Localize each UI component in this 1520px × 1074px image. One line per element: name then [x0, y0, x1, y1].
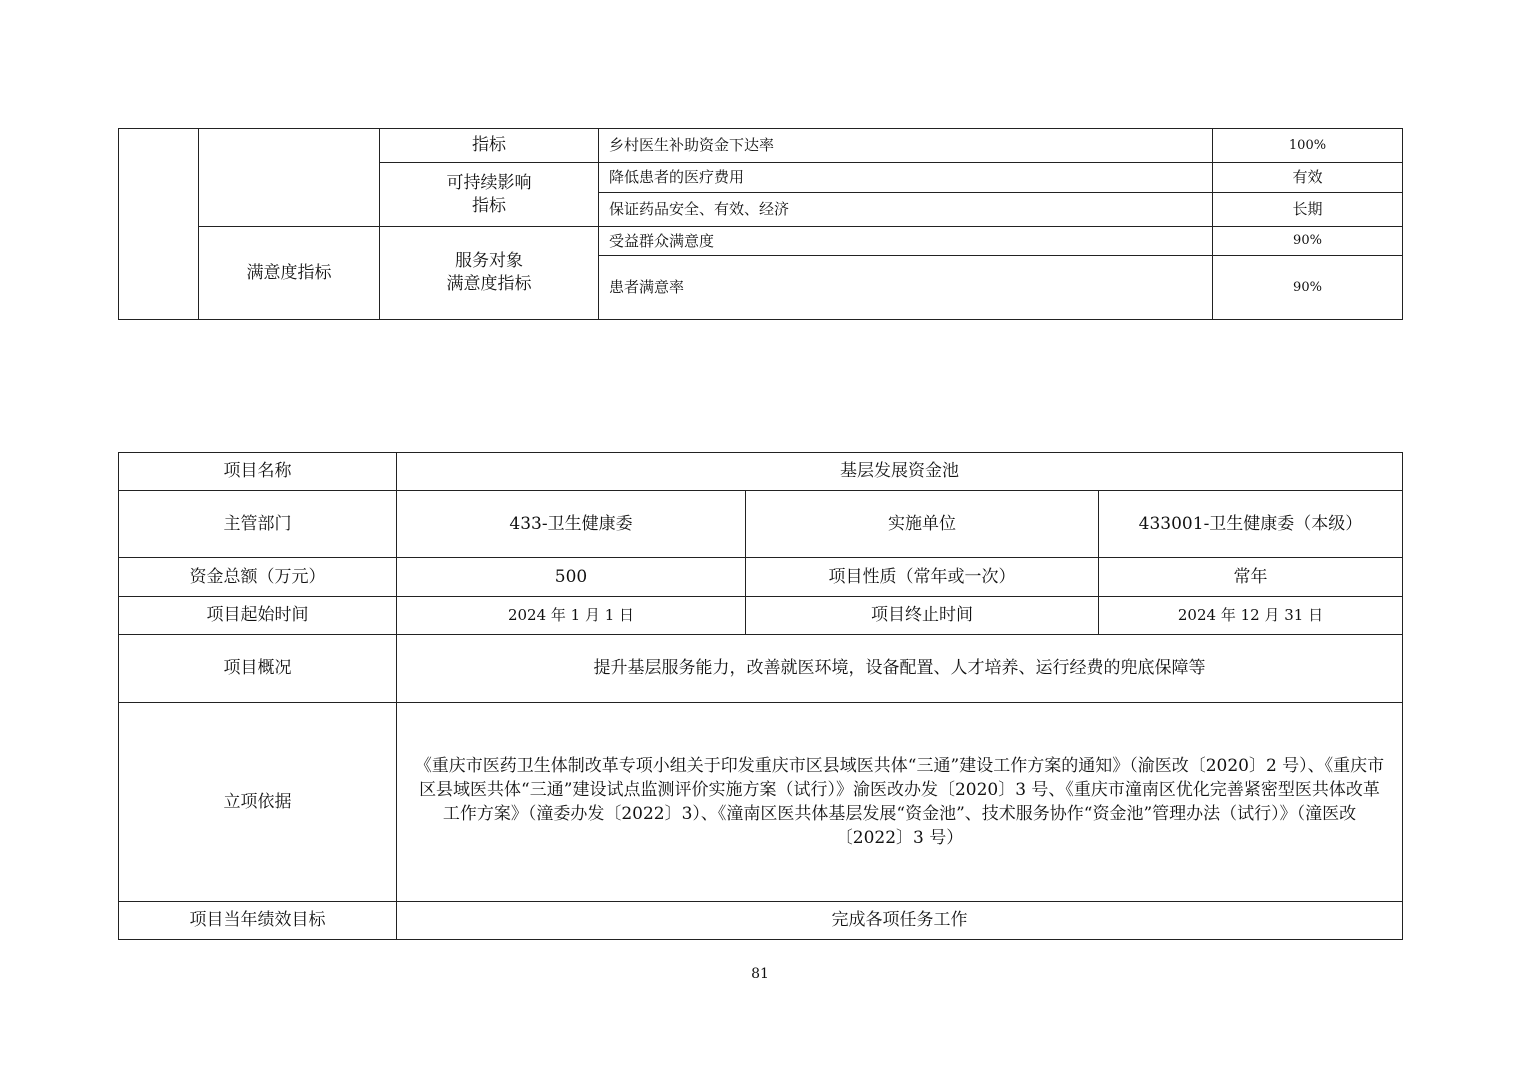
- overview-value: 提升基层服务能力，改善就医环境，设备配置、人才培养、运行经费的兜底保障等: [397, 635, 1403, 703]
- unit-label: 实施单位: [746, 491, 1099, 558]
- indicator-name: 降低患者的医疗费用: [599, 163, 1213, 193]
- basis-label: 立项依据: [119, 703, 397, 902]
- label-line: 可持续影响: [446, 172, 532, 193]
- page-number: 81: [751, 966, 769, 982]
- label-line: 满意度指标: [446, 274, 532, 294]
- project-name-label: 项目名称: [119, 453, 397, 491]
- indicator-value: 90%: [1213, 256, 1403, 320]
- performance-indicator-table: [118, 128, 1403, 320]
- start-value: 2024 年 1 月 1 日: [397, 597, 746, 635]
- project-info-table: [118, 452, 1403, 940]
- indicator-value: 长期: [1213, 193, 1403, 227]
- end-value: 2024 年 12 月 31 日: [1099, 597, 1403, 635]
- label-line: 指标: [472, 195, 506, 216]
- goal-value: 完成各项任务工作: [397, 902, 1403, 940]
- level2-cell: [199, 129, 380, 227]
- dept-label: 主管部门: [119, 491, 397, 558]
- service-satisfaction-label: [380, 227, 599, 320]
- indicator-name: 保证药品安全、有效、经济: [599, 193, 1213, 227]
- indicator-name: 患者满意率: [599, 256, 1213, 320]
- indicator-name: 受益群众满意度: [599, 227, 1213, 256]
- fund-label: 资金总额（万元）: [119, 558, 397, 597]
- unit-value: 433001-卫生健康委（本级）: [1099, 491, 1403, 558]
- overview-label: 项目概况: [119, 635, 397, 703]
- indicator-name: 乡村医生补助资金下达率: [599, 129, 1213, 163]
- level3-indicator-label: 指标: [380, 129, 599, 163]
- start-label: 项目起始时间: [119, 597, 397, 635]
- basis-value: 《重庆市医药卫生体制改革专项小组关于印发重庆市区县域医共体“三通”建设工作方案的通知》（渝医改〔2020〕2 号）、《重庆市区县域医共体“三通”建设试点监测评价实施方案（试行）》渝医改办发〔2020〕3 号、《重庆市潼南区优化完善紧密型医共体改革工作方案》（潼委办发〔2022〕3）、《潼南区医共体基层发展“资金池”、技术服务协作“资金池”管理办法（试行）》（潼医改〔2022〕3 号）: [397, 703, 1403, 902]
- nature-label: 项目性质（常年或一次）: [746, 558, 1099, 597]
- dept-value: 433-卫生健康委: [397, 491, 746, 558]
- satisfaction-level2-label: 满意度指标: [199, 227, 380, 320]
- indicator-value: 有效: [1213, 163, 1403, 193]
- project-name-value: 基层发展资金池: [397, 453, 1403, 491]
- indicator-value: 90%: [1213, 227, 1403, 256]
- level1-cell: [119, 129, 199, 320]
- indicator-value: 100%: [1213, 129, 1403, 163]
- sustainable-impact-label: [380, 163, 599, 227]
- fund-value: 500: [397, 558, 746, 597]
- end-label: 项目终止时间: [746, 597, 1099, 635]
- label-line: 服务对象: [455, 251, 523, 272]
- nature-value: 常年: [1099, 558, 1403, 597]
- goal-label: 项目当年绩效目标: [119, 902, 397, 940]
